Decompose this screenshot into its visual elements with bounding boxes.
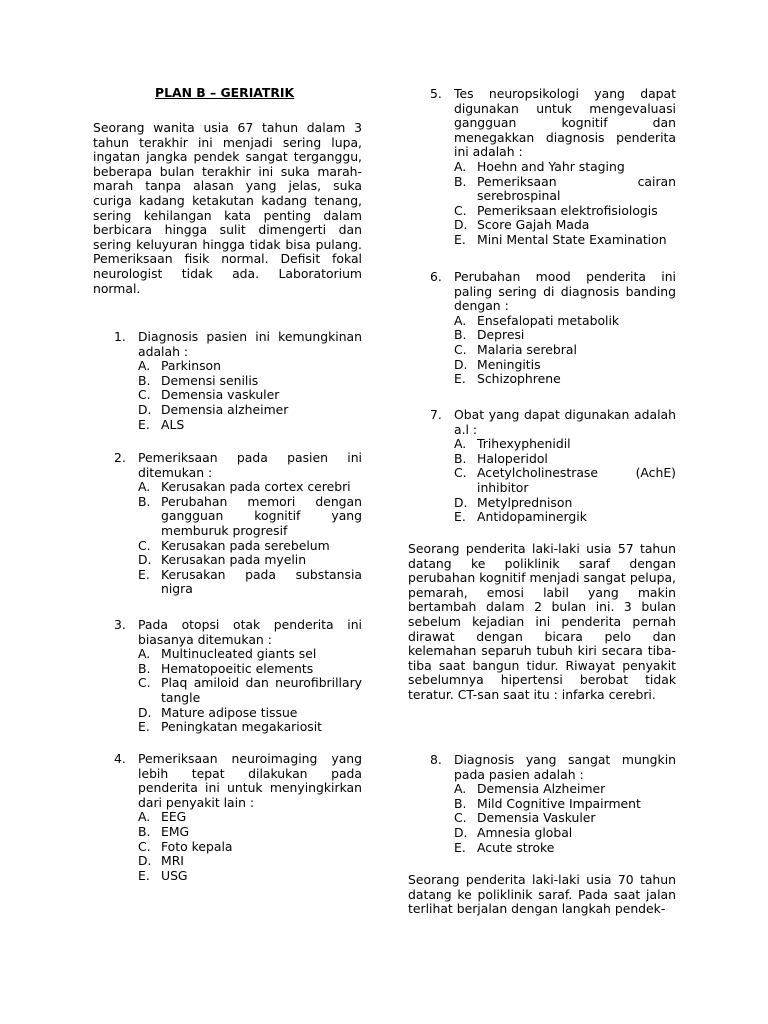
question-stem: Perubahan mood penderita ini paling sering di diagnosis banding dengan :	[454, 269, 676, 314]
option-text: ALS	[161, 416, 185, 432]
option-e	[454, 841, 676, 856]
option-text: Plaq amiloid dan neurofibrillary tangle	[161, 675, 362, 705]
option-c	[138, 388, 362, 403]
option-text: Kerusakan pada myelin	[161, 552, 307, 568]
option-text: Demensia alzheimer	[161, 401, 289, 417]
question-number: 7.	[430, 407, 442, 422]
question-number: 8.	[430, 752, 442, 767]
option-letter: A.	[454, 436, 467, 452]
option-d	[454, 496, 676, 511]
option-letter: B.	[138, 493, 151, 509]
option-text: Parkinson	[161, 358, 221, 374]
option-letter: B.	[138, 660, 151, 676]
option-text: Ensefalopati metabolik	[477, 312, 620, 328]
option-text: MRI	[161, 853, 184, 869]
option-text: Trihexyphenidil	[477, 436, 571, 452]
option-letter: A.	[138, 479, 151, 495]
option-c	[138, 840, 362, 855]
option-letter: D.	[138, 401, 152, 417]
option-e	[138, 869, 362, 884]
option-letter: E.	[138, 867, 150, 883]
question-8	[430, 753, 676, 855]
option-text: Schizophrene	[477, 371, 561, 387]
option-b	[138, 825, 362, 840]
option-b	[454, 452, 676, 467]
option-b	[454, 175, 676, 204]
question-number: 2.	[114, 450, 126, 465]
option-c	[454, 811, 676, 826]
question-3	[114, 618, 362, 735]
option-letter: D.	[454, 356, 468, 372]
option-c	[138, 676, 362, 705]
option-letter: C.	[138, 537, 151, 553]
option-a	[454, 160, 676, 175]
option-letter: B.	[454, 173, 467, 189]
option-letter: D.	[454, 217, 468, 233]
option-a	[138, 480, 362, 495]
option-text: Kerusakan pada substansia nigra	[161, 566, 362, 597]
option-letter: D.	[138, 552, 152, 568]
question-number: 1.	[114, 329, 126, 344]
option-text: Metylprednison	[477, 494, 573, 510]
question-number: 5.	[430, 86, 442, 101]
option-text: Mild Cognitive Impairment	[477, 795, 641, 811]
option-d	[138, 403, 362, 418]
option-d	[138, 553, 362, 568]
option-b	[454, 797, 676, 812]
option-c	[454, 204, 676, 219]
question-2	[114, 451, 362, 597]
option-text: USG	[161, 867, 188, 883]
option-e	[138, 568, 362, 597]
option-letter: B.	[454, 795, 467, 811]
option-text: Mature adipose tissue	[161, 704, 298, 720]
option-a	[454, 782, 676, 797]
option-a	[138, 810, 362, 825]
option-letter: E.	[454, 509, 466, 525]
option-letter: E.	[138, 416, 150, 432]
option-text: EEG	[161, 809, 187, 825]
option-letter: E.	[454, 371, 466, 387]
option-b	[138, 495, 362, 539]
question-stem: Pada otopsi otak penderita ini biasanya ditemukan :	[138, 617, 362, 647]
option-letter: D.	[454, 494, 468, 510]
option-letter: C.	[454, 465, 467, 481]
option-e	[454, 233, 676, 248]
option-c	[138, 539, 362, 554]
option-letter: E.	[138, 566, 150, 582]
option-letter: D.	[454, 824, 468, 840]
case-description-1: Seorang wanita usia 67 tahun dalam 3 tahun terakhir ini menjadi sering lupa, ingatan jangka pendek sangat terganggu, beberapa bulan terakhir ini suka marah-marah tanpa alasan yang jelas, suka curiga kadang ketakutan kadang tenang, sering kehilangan kata penting dalam berbicara hingga sulit dimengerti dan sering keluyuran hingga tidak bisa pulang. Pemeriksaan fisik normal. Defisit fokal neurologist tidak ada. Laboratorium normal.	[93, 120, 362, 296]
option-text: EMG	[161, 823, 190, 839]
option-text: Meningitis	[477, 356, 541, 372]
option-text: Multinucleated giants sel	[161, 646, 317, 662]
option-text: Peningkatan megakariosit	[161, 719, 323, 735]
option-e	[138, 418, 362, 433]
option-text: Hematopoeitic elements	[161, 660, 314, 676]
option-d	[454, 358, 676, 373]
option-c	[454, 343, 676, 358]
case-description-2: Seorang penderita laki-laki usia 57 tahun datang ke poliklinik saraf dengan perubahan kognitif menjadi sangat pelupa, pemarah, emosi labil yang makin bertambah dalam 2 bulan ini. 3 bulan sebelum kejadian ini penderita pernah dirawat dengan bicara pelo dan kelemahan separuh tubuh kiri secara tiba-tiba saat bangun tidur. Riwayat penyakit sebelumnya hipertensi berobat tidak teratur. CT-san saat itu : infarka cerebri.	[408, 541, 676, 702]
option-letter: A.	[138, 646, 151, 662]
option-text: Antidopaminergik	[477, 509, 587, 525]
option-e	[138, 720, 362, 735]
option-text: Amnesia global	[477, 824, 573, 840]
option-text: Foto kepala	[161, 838, 233, 854]
option-d	[138, 854, 362, 869]
option-letter: A.	[138, 358, 151, 374]
option-text: Kerusakan pada cortex cerebri	[161, 479, 351, 495]
option-letter: B.	[138, 823, 151, 839]
option-a	[138, 359, 362, 374]
question-4	[114, 752, 362, 883]
option-letter: C.	[138, 387, 151, 403]
option-d	[454, 826, 676, 841]
option-letter: C.	[138, 675, 151, 691]
option-letter: D.	[138, 853, 152, 869]
option-text: Pemeriksaan elektrofisiologis	[477, 202, 658, 218]
option-letter: B.	[454, 450, 467, 466]
option-text: Malaria serebral	[477, 341, 577, 357]
option-text: Haloperidol	[477, 450, 548, 466]
option-text: Pemeriksaan cairan serebrospinal	[477, 173, 676, 204]
option-text: Depresi	[477, 327, 525, 343]
option-b	[138, 374, 362, 389]
question-number: 3.	[114, 617, 126, 632]
option-text: Demensia Vaskuler	[477, 810, 596, 826]
option-letter: A.	[138, 809, 151, 825]
option-text: Kerusakan pada serebelum	[161, 537, 330, 553]
option-text: Score Gajah Mada	[477, 217, 590, 233]
option-e	[454, 372, 676, 387]
question-stem: Pemeriksaan pada pasien ini ditemukan :	[138, 450, 362, 480]
option-letter: E.	[454, 839, 466, 855]
option-d	[138, 706, 362, 721]
question-6	[430, 270, 676, 387]
question-7	[430, 408, 676, 525]
option-text: Demensia Alzheimer	[477, 781, 606, 797]
option-a	[454, 437, 676, 452]
option-letter: C.	[454, 202, 467, 218]
question-5	[430, 87, 676, 248]
option-letter: B.	[454, 327, 467, 343]
option-letter: D.	[138, 704, 152, 720]
option-text: Acute stroke	[477, 839, 555, 855]
option-text: Mini Mental State Examination	[477, 231, 667, 247]
question-stem: Pemeriksaan neuroimaging yang lebih tepat dilakukan pada penderita ini untuk menyingkirkan dari penyakit lain :	[138, 751, 362, 810]
option-letter: A.	[454, 312, 467, 328]
question-stem: Diagnosis pasien ini kemungkinan adalah :	[138, 329, 362, 359]
option-letter: A.	[454, 158, 467, 174]
case-description-3: Seorang penderita laki-laki usia 70 tahun datang ke poliklinik saraf. Pada saat jalan terlihat berjalan dengan langkah pendek-	[408, 872, 676, 917]
page-title: PLAN B – GERIATRIK	[155, 85, 295, 100]
option-letter: A.	[454, 781, 467, 797]
option-a	[138, 647, 362, 662]
option-letter: C.	[454, 341, 467, 357]
question-stem: Tes neuropsikologi yang dapat digunakan untuk mengevaluasi gangguan kognitif dan menegakkan diagnosis penderita ini adalah :	[454, 86, 676, 160]
option-c	[454, 466, 676, 495]
question-stem: Obat yang dapat digunakan adalah a.l :	[454, 407, 676, 437]
option-letter: C.	[454, 810, 467, 826]
option-text: Acetylcholinestrase (AchE) inhibitor	[477, 465, 676, 495]
option-text: Hoehn and Yahr staging	[477, 158, 625, 174]
option-b	[138, 662, 362, 677]
question-stem: Diagnosis yang sangat mungkin pada pasien adalah :	[454, 752, 676, 782]
option-letter: E.	[454, 231, 466, 247]
question-1	[114, 330, 362, 432]
option-text: Demensi senilis	[161, 372, 259, 388]
option-text: Demensia vaskuler	[161, 387, 280, 403]
option-d	[454, 218, 676, 233]
question-number: 6.	[430, 269, 442, 284]
option-b	[454, 328, 676, 343]
option-letter: B.	[138, 372, 151, 388]
option-letter: C.	[138, 838, 151, 854]
question-number: 4.	[114, 751, 126, 766]
option-text: Perubahan memori dengan gangguan kognitif yang memburuk progresif	[161, 493, 362, 538]
option-a	[454, 314, 676, 329]
option-e	[454, 510, 676, 525]
option-letter: E.	[138, 719, 150, 735]
